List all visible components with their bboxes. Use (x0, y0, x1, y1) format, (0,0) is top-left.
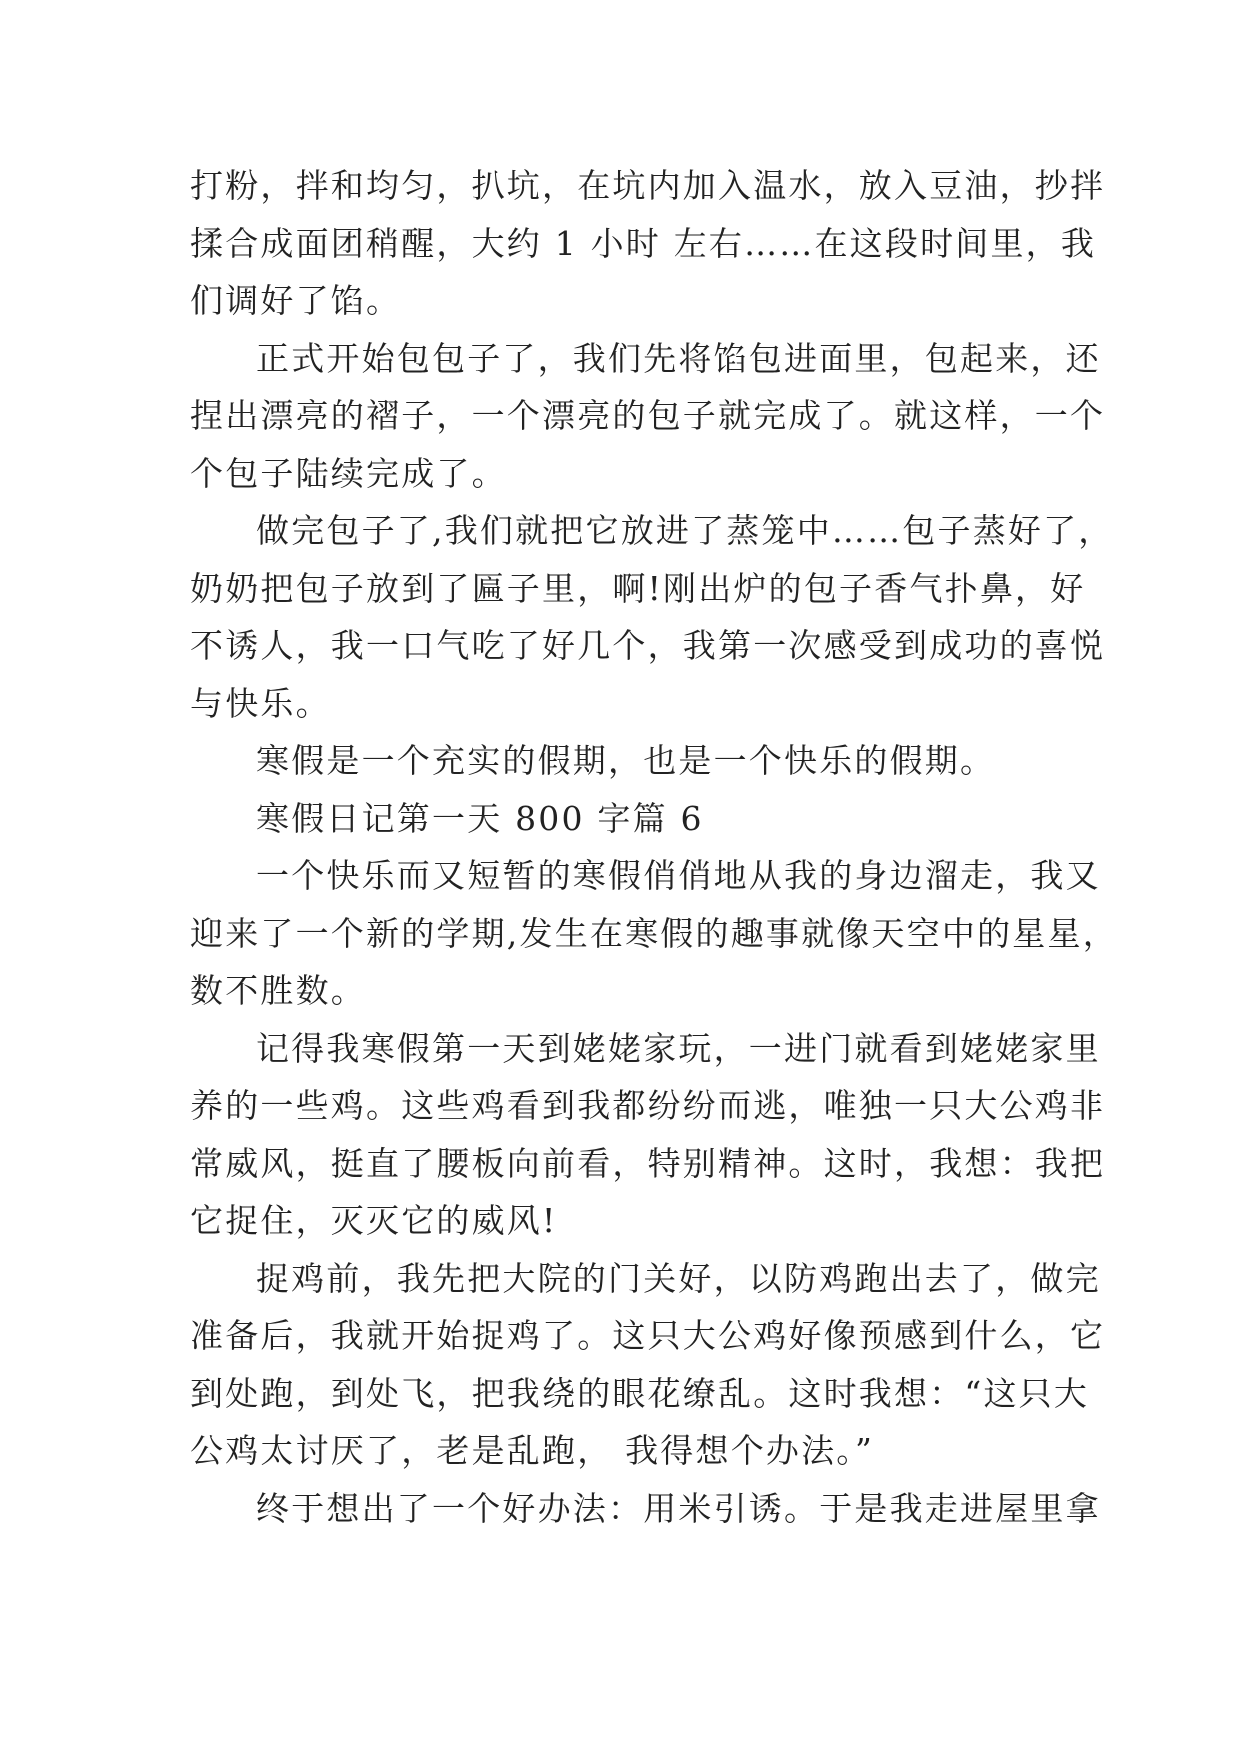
text-line: 记得我寒假第一天到姥姥家玩，一进门就看到姥姥家里 (256, 1028, 1101, 1068)
text-line: 与快乐。 (190, 683, 331, 723)
text-line: 终于想出了一个好办法：用米引诱。于是我走进屋里拿 (256, 1488, 1101, 1528)
text-line: 养的一些鸡。这些鸡看到我都纷纷而逃，唯独一只大公鸡非 (190, 1086, 1106, 1125)
text-line: 揉合成面团稍醒，大约 1 小时 左右……在这段时间里，我 (190, 223, 1097, 263)
text-line: 它捉住，灭灭它的威风! (190, 1201, 558, 1240)
text-line: 公鸡太讨厌了，老是乱跑， 我得想个办法。” (190, 1431, 875, 1470)
text-line: 常威风，挺直了腰板向前看，特别精神。这时，我想：我把 (190, 1143, 1106, 1183)
text-line: 不诱人，我一口气吃了好几个，我第一次感受到成功的喜悦 (190, 626, 1106, 665)
text-line: 打粉，拌和均匀，扒坑，在坑内加入温水，放入豆油，抄拌 (190, 166, 1106, 205)
text-line: 到处跑，到处飞，把我绕的眼花缭乱。这时我想：“这只大 (190, 1373, 1090, 1413)
text-line: 一个快乐而又短暂的寒假俏俏地从我的身边溜走，我又 (256, 856, 1101, 895)
text-line: 寒假是一个充实的假期，也是一个快乐的假期。 (256, 741, 996, 780)
text-line: 准备后，我就开始捉鸡了。这只大公鸡好像预感到什么，它 (190, 1316, 1106, 1355)
text-line: 们调好了馅。 (190, 281, 402, 320)
text-line: 个包子陆续完成了。 (190, 453, 507, 493)
text-line: 捉鸡前，我先把大院的门关好，以防鸡跑出去了，做完 (256, 1258, 1101, 1298)
text-line: 迎来了一个新的学期,发生在寒假的趣事就像天空中的星星， (190, 913, 1118, 953)
text-line: 数不胜数。 (190, 971, 366, 1010)
text-line: 寒假日记第一天 800 字篇 6 (256, 798, 704, 838)
text-line: 做完包子了,我们就把它放进了蒸笼中……包子蒸好了， (256, 511, 1114, 550)
text-line: 捏出漂亮的褶子，一个漂亮的包子就完成了。就这样，一个 (190, 396, 1106, 435)
text-line: 奶奶把包子放到了匾子里，啊!刚出炉的包子香气扑鼻，好 (190, 568, 1086, 608)
text-line: 正式开始包包子了，我们先将馅包进面里，包起来，还 (256, 338, 1101, 378)
document-body (190, 157, 1118, 1537)
